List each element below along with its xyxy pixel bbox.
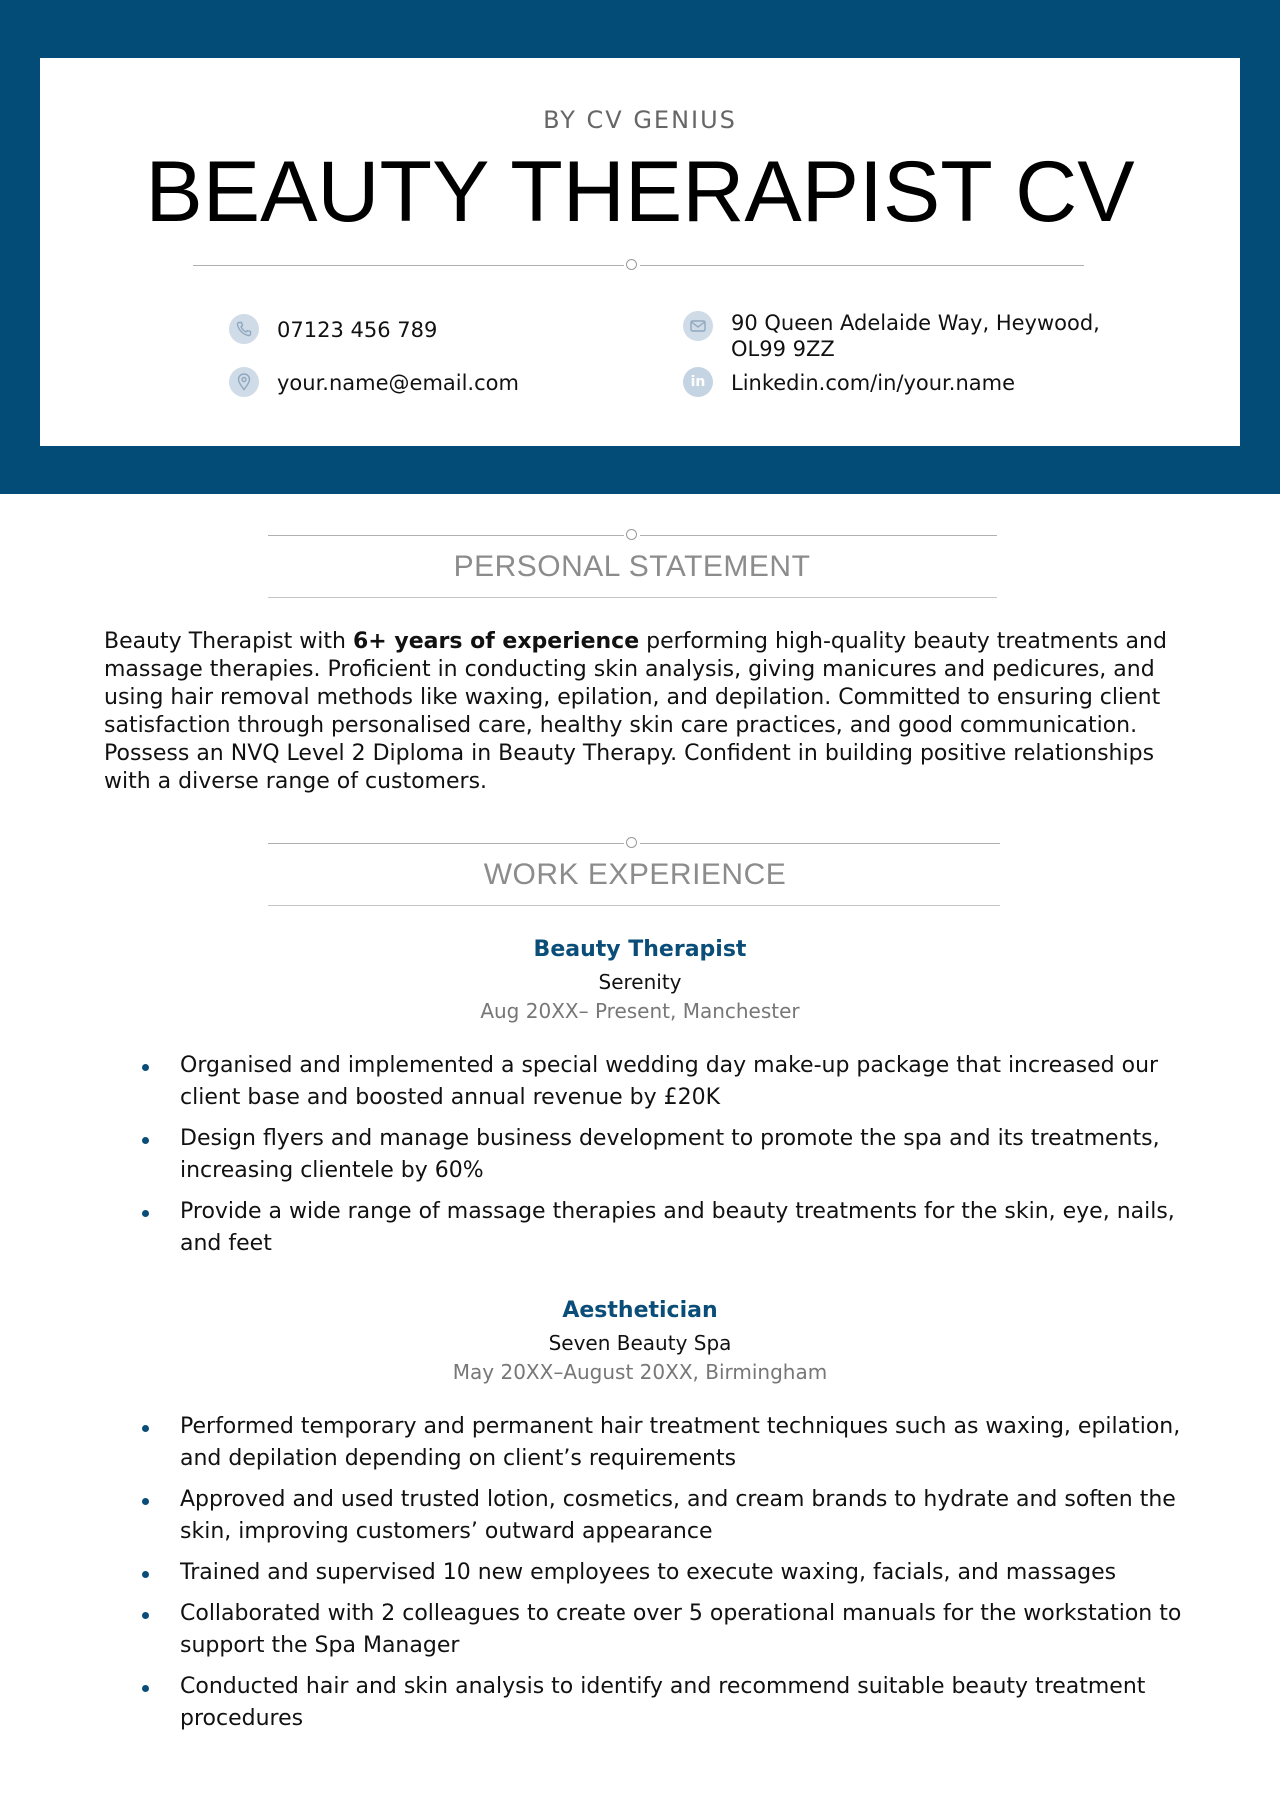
address-line-1: 90 Queen Adelaide Way, Heywood, bbox=[731, 311, 1100, 335]
contact-email[interactable] bbox=[229, 367, 519, 397]
job-title: Aesthetician bbox=[562, 1298, 718, 1323]
job-title: Beauty Therapist bbox=[533, 937, 747, 962]
page-title: BEAUTY THERAPIST CV bbox=[145, 144, 1135, 240]
job-bullets bbox=[136, 1411, 1186, 1735]
work-experience-bottom-rule bbox=[268, 905, 1000, 906]
statement-bold: 6+ years of experience bbox=[352, 629, 640, 654]
address-text bbox=[731, 310, 1100, 362]
phone-icon bbox=[229, 314, 259, 344]
statement-pre: Beauty Therapist with bbox=[104, 629, 353, 654]
list-item: Design flyers and manage business development to promote the spa and its treatments, increasing clientele by 60% bbox=[136, 1123, 1186, 1187]
list-item: Provide a wide range of massage therapies and beauty treatments for the skin, eye, nails, and feet bbox=[136, 1196, 1186, 1260]
list-item: Trained and supervised 10 new employees to execute waxing, facials, and massages bbox=[136, 1557, 1186, 1589]
address-line-2: OL99 9ZZ bbox=[731, 337, 835, 361]
list-item: Conducted hair and skin analysis to identify and recommend suitable beauty treatment procedures bbox=[136, 1671, 1186, 1735]
location-pin-icon bbox=[229, 367, 259, 397]
list-item: Approved and used trusted lotion, cosmetics, and cream brands to hydrate and soften the skin, improving customers’ outward appearance bbox=[136, 1484, 1186, 1548]
linkedin-icon: in bbox=[683, 367, 713, 397]
contact-phone[interactable] bbox=[229, 314, 437, 344]
personal-statement-text bbox=[104, 628, 1184, 796]
personal-statement-bottom-rule bbox=[268, 597, 997, 598]
work-experience-heading: WORK EXPERIENCE bbox=[483, 858, 787, 891]
phone-text: 07123 456 789 bbox=[277, 318, 438, 342]
byline: BY CV GENIUS bbox=[543, 106, 737, 134]
list-item: Performed temporary and permanent hair treatment techniques such as waxing, epilation, and depilation depending on client’s requirements bbox=[136, 1411, 1186, 1475]
job-company: Seven Beauty Spa bbox=[548, 1331, 732, 1355]
list-item: Collaborated with 2 colleagues to create over 5 operational manuals for the workstation to support the Spa Manager bbox=[136, 1598, 1186, 1662]
job-dates: May 20XX–August 20XX, Birmingham bbox=[452, 1360, 828, 1384]
email-text: your.name@email.com bbox=[277, 371, 519, 395]
linkedin-text: Linkedin.com/in/your.name bbox=[731, 371, 1015, 395]
job-bullets bbox=[136, 1050, 1186, 1260]
list-item: Organised and implemented a special wedding day make-up package that increased our client base and boosted annual revenue by £20K bbox=[136, 1050, 1186, 1114]
job-company: Serenity bbox=[598, 970, 682, 994]
contact-linkedin[interactable] bbox=[683, 367, 1015, 397]
envelope-icon bbox=[683, 311, 713, 341]
contact-address bbox=[683, 310, 1100, 362]
statement-post: performing high-quality beauty treatments and massage therapies. Proficient in conducting skin analysis, giving manicures and pedicures, and using hair removal methods like waxing, epilation, and depilation. Committed to ensuring client satisfaction through personalised care, healthy skin care practices, and good communication. Possess an NVQ Level 2 Diploma in Beauty Therapy. Confident in building positive relationships with a diverse range of customers. bbox=[104, 629, 1167, 794]
job-dates: Aug 20XX– Present, Manchester bbox=[480, 999, 800, 1023]
personal-statement-heading: PERSONAL STATEMENT bbox=[453, 550, 811, 583]
